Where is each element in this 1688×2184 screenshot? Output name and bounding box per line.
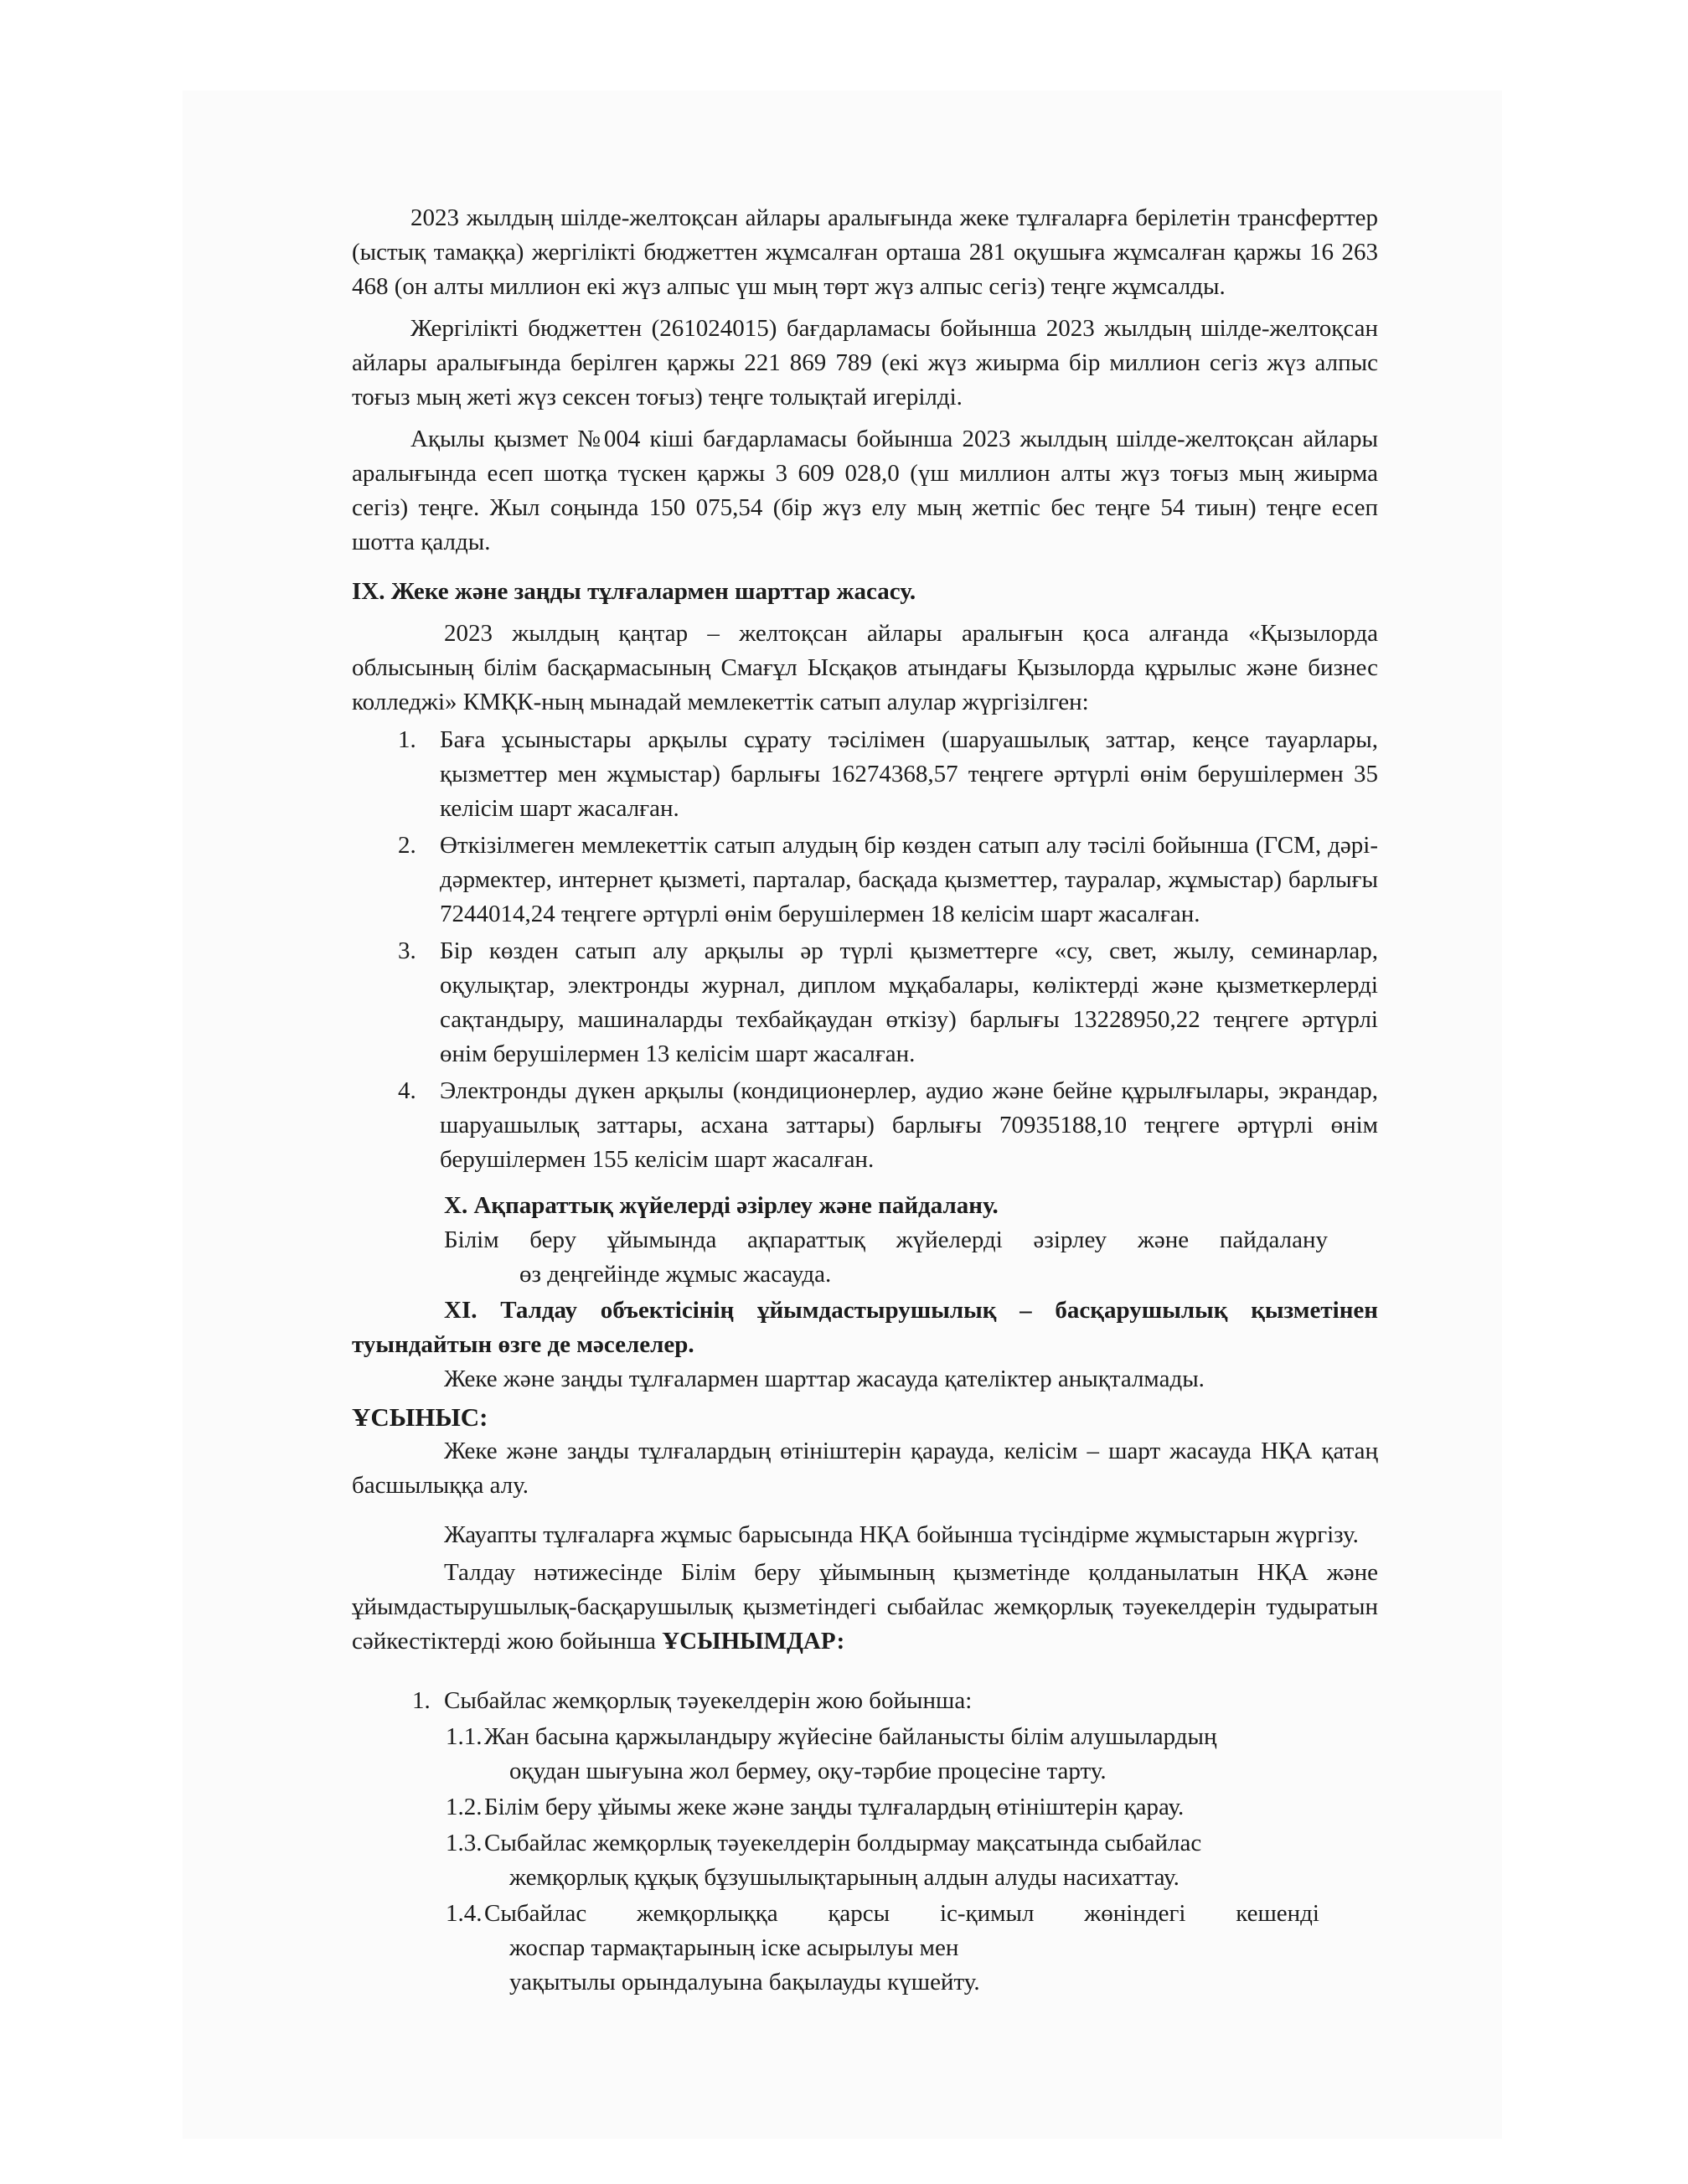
document-body: [352, 201, 1378, 2000]
section-heading-ix: IX. Жеке және заңды тұлғалармен шарттар жасасу.: [352, 578, 916, 605]
procurement-item: 4. Электронды дүкен арқылы (кондиционерлер, аудио және бейне құрылғылары, экрандар, шаруашылық заттары, асхана заттары) барлығы 70935188,10 теңгеге әртүрлі өнім берушілермен 155 келісім шарт жасалған.: [398, 1077, 1378, 1173]
recommendations-label: ҰСЫНЫМДАР:: [662, 1628, 845, 1655]
recommendation-subitem: 1.3. Сыбайлас жемқорлық тәуекелдерін болдырмау мақсатында сыбайлас жемқорлық құқық бұзушылықтарының алдын алуды насихаттау.: [446, 1830, 1202, 1891]
paragraph-no-errors: Жеке және заңды тұлғалармен шарттар жасауда қателіктер анықталмады.: [444, 1366, 1205, 1392]
paragraph-procurements-intro: 2023 жылдың қаңтар – желтоқсан айлары аралығын қоса алғанда «Қызылорда облысының білім басқармасының Смағұл Ысқақов атындағы Қызылорда құрылыс және бизнес колледжі» КМҚК-ның мынадай мемлекеттік сатып алулар жүргізілген:: [352, 620, 1378, 715]
procurement-item: 3. Бір көзден сатып алу арқылы әр түрлі қызметтерге «су, свет, жылу, семинарлар, оқулықтар, электронды журнал, диплом мұқабалары, көліктерді және қызметкерлерді сақтандыру, машиналарды техбайқаудан өткізу) барлығы 13228950,22 теңгеге әртүрлі өнім берушілермен 13 келісім шарт жасалған.: [398, 937, 1378, 1067]
paragraph-hot-meals: 2023 жылдың шілде-желтоқсан айлары аралығында жеке тұлғаларға берілетін трансферттер (ыстық тамаққа) жергілікті бюджеттен жұмсалған орташа 281 оқушыға жұмсалған қаржы 16 263 468 (он алты миллион екі жүз алпыс үш мың төрт жүз алпыс сегіз) теңге жұмсалды.: [352, 204, 1378, 300]
procurement-list: [352, 723, 1378, 1177]
paragraph-info-systems-cont: өз деңгейінде жұмыс жасауда.: [519, 1261, 832, 1288]
recommendation-subitem: 1.2. Білім беру ұйымы жеке және заңды тұлғалардың өтініштерін қарау.: [446, 1794, 1185, 1820]
section-heading-xi: XI. Талдау объектісінің ұйымдастырушылық – басқарушылық қызметінен туындайтын өзге де мәселелер.: [352, 1297, 1378, 1358]
paragraph-nka-guidance: Жеке және заңды тұлғалардың өтініштерін қарауда, келісім – шарт жасауда НҚА қатаң басшылыққа алу.: [352, 1438, 1378, 1499]
paragraph-analysis-result: Талдау нәтижесінде Білім беру ұйымының қызметінде қолданылатын НҚА және ұйымдастырушылық-басқарушылық қызметіндегі сыбайлас жемқорлық тәуекелдерін тудыратын сәйкестіктерді жою бойынша ҰСЫНЫМДАР:: [352, 1559, 1378, 1655]
section-heading-x: X. Ақпараттық жүйелерді әзірлеу және пайдалану.: [444, 1192, 999, 1219]
recommendation-subitem: 1.1. Жан басына қаржыландыру жүйесіне байланысты білім алушылардың оқудан шығуына жол бермеу, оқу-тәрбие процесіне тарту.: [446, 1723, 1217, 1784]
recommendation-subitem: 1.4. Сыбайлас жемқорлыққа қарсы іс-қимыл жөніндегі кешенді жоспар тармақтарының іске асырылуы мен уақытылы орындалуына бақылауды күшейту.: [446, 1900, 1319, 1996]
paragraph-paid-services: Ақылы қызмет №004 кіші бағдарламасы бойынша 2023 жылдың шілде-желтоқсан айлары аралығында есеп шотқа түскен қаржы 3 609 028,0 (үш миллион алты жүз тоғыз мың жиырма сегіз) теңге. Жыл соңында 150 075,54 (бір жүз елу мың жетпіс бес теңге 54 тиын) теңге есеп шотта қалды.: [352, 426, 1378, 555]
recommendation-heading: ҰСЫНЫС:: [352, 1402, 488, 1432]
procurement-item: 1. Баға ұсыныстары арқылы сұрату тәсілімен (шаруашылық заттар, кеңсе тауарлары, қызметтер мен жұмыстар) барлығы 16274368,57 теңгеге әртүрлі өнім берушілермен 35 келісім шарт жасалған.: [398, 726, 1378, 822]
procurement-item: 2. Өткізілмеген мемлекеттік сатып алудың бір көзден сатып алу тәсілі бойынша (ГСМ, дәрі-дәрмектер, интернет қызметі, парталар, басқада қызметтер, тауралар, жұмыстар) барлығы 7244014,24 теңгеге әртүрлі өнім берушілермен 18 келісім шарт жасалған.: [398, 832, 1378, 927]
recommendation-item: 1. Сыбайлас жемқорлық тәуекелдерін жою бойынша:: [412, 1687, 973, 1714]
paragraph-explanatory-work: Жауапты тұлғаларға жұмыс барысында НҚА бойынша түсіндірме жұмыстарын жүргізу.: [444, 1521, 1359, 1548]
paragraph-info-systems: Білім беру ұйымында ақпараттық жүйелерді әзірлеу және пайдалану: [444, 1226, 1328, 1253]
recommendations-list: [352, 1684, 1378, 2000]
paragraph-local-budget: Жергілікті бюджеттен (261024015) бағдарламасы бойынша 2023 жылдың шілде-желтоқсан айлары аралығында берілген қаржы 221 869 789 (екі жүз жиырма бір миллион сегіз жүз алпыс тоғыз мың жеті жүз сексен тоғыз) теңге толықтай игерілді.: [352, 315, 1378, 410]
